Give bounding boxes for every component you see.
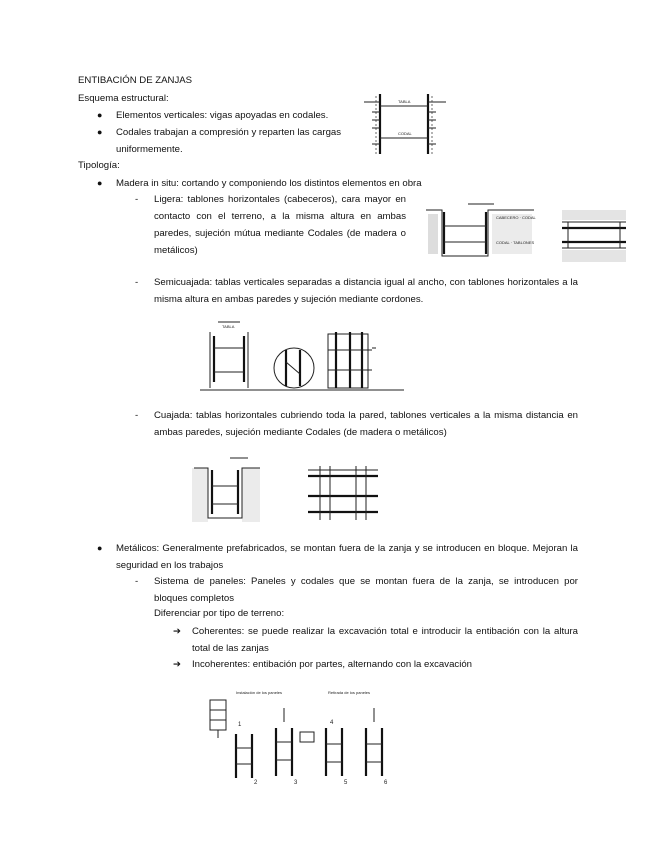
- dash-marker: -: [135, 410, 139, 421]
- coherentes-paragraph: [192, 623, 578, 657]
- diferenciar-label: Diferenciar por tipo de terreno:: [154, 608, 285, 619]
- paneles-line-2: bloques completos: [154, 593, 234, 604]
- esquema-figure: [362, 92, 448, 160]
- ligera-elevation-figure: [560, 208, 628, 264]
- bullet-icon: ●: [97, 178, 103, 188]
- ligera-line-3: paredes, sujeción mútua mediante Codales (de madera o: [154, 228, 406, 239]
- metalicos-line-1: Metálicos: Generalmente prefabricados, se montan fuera de la zanja y se introducen en bloque. Mejoran la: [116, 543, 578, 554]
- fig3-label: TABLA: [222, 324, 235, 329]
- step-4: 4: [330, 720, 334, 726]
- dash-marker: -: [135, 277, 139, 288]
- coherentes-line-2: total de las zanjas: [192, 643, 269, 654]
- page-title: ENTIBACIÓN DE ZANJAS: [78, 75, 193, 86]
- fig1-label-bottom: CODAL: [398, 131, 412, 136]
- arrow-icon: ➔: [173, 626, 182, 637]
- fig1-label-top: TABLA: [398, 99, 411, 104]
- bullet-icon: ●: [97, 127, 103, 137]
- step-6: 6: [384, 780, 388, 786]
- esquema-item-1: Elementos verticales: vigas apoyadas en codales.: [116, 110, 329, 121]
- fig6-caption-a: Instalación de los paneles: [236, 690, 283, 695]
- ligera-line-1: Ligera: tablones horizontales (cabeceros), cara mayor en: [154, 194, 406, 205]
- coherentes-line-1: Coherentes: se puede realizar la excavación total e introducir la entibación con la altura: [192, 626, 578, 637]
- tipologia-heading: Tipología:: [78, 160, 120, 171]
- semicuajada-line-1: Semicuajada: tablas verticales separadas a distancia igual al ancho, con tablones horizontales a la: [154, 277, 578, 288]
- cuajada-elevation-figure: [306, 458, 380, 524]
- ligera-section-figure: [424, 200, 536, 260]
- step-5: 5: [344, 780, 348, 786]
- metalicos-line-2: seguridad en los trabajos: [116, 560, 224, 571]
- step-1: 1: [238, 722, 242, 728]
- madera-label: Madera in situ: cortando y componiendo los distintos elementos en obra: [116, 178, 422, 189]
- ligera-line-4: metálicos): [154, 245, 198, 256]
- fig2-label-b: CODAL · TABLONES: [496, 240, 535, 245]
- cuajada-paragraph: [154, 407, 578, 441]
- semicuajada-figure: [200, 318, 406, 394]
- step-2: 2: [254, 780, 258, 786]
- cuajada-section-figure: [190, 452, 264, 524]
- paneles-figure: [200, 688, 400, 786]
- incoherentes-label: Incoherentes: entibación por partes, alternando con la excavación: [192, 659, 472, 670]
- step-3: 3: [294, 780, 298, 786]
- dash-marker: -: [135, 576, 139, 587]
- ligera-paragraph: [154, 191, 406, 259]
- cuajada-line-2: ambas paredes, sujeción mediante Codales (de madera o metálicos): [154, 427, 447, 438]
- semicuajada-paragraph: [154, 274, 578, 308]
- fig2-label-a: CABECERO · CODAL: [496, 215, 536, 220]
- dash-marker: -: [135, 194, 139, 205]
- paneles-paragraph: [154, 573, 578, 607]
- semicuajada-line-2: misma altura en ambas paredes y sujeción mediante cordones.: [154, 294, 424, 305]
- metalicos-paragraph: [116, 540, 578, 574]
- paneles-line-1: Sistema de paneles: Paneles y codales que se montan fuera de la zanja, se introducen por: [154, 576, 578, 587]
- bullet-icon: ●: [97, 110, 103, 120]
- ligera-line-2: contacto con el terreno, a la misma altura en ambas: [154, 211, 406, 222]
- bullet-icon: ●: [97, 543, 103, 553]
- esquema-heading: Esquema estructural:: [78, 93, 169, 104]
- fig6-caption-b: Retirada de los paneles: [328, 690, 371, 695]
- arrow-icon: ➔: [173, 659, 182, 670]
- esquema-item-2: Codales trabajan a compresión y reparten las cargas: [116, 127, 342, 138]
- cuajada-line-1: Cuajada: tablas horizontales cubriendo toda la pared, tablones verticales a la misma distancia en: [154, 410, 578, 421]
- esquema-item-2-cont: uniformemente.: [116, 144, 183, 155]
